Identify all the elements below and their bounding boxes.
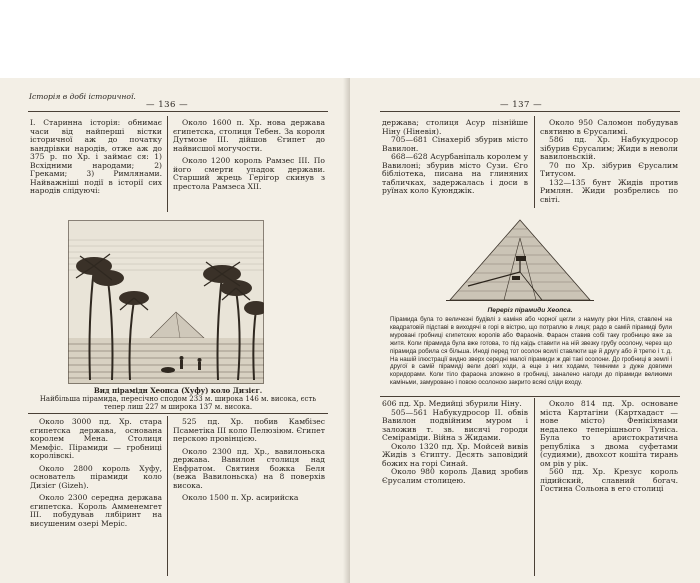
paragraph: 132—135 бунт Жидів против Римлян. Жиди розбрелись по світі.: [540, 177, 678, 204]
paragraph: І. Старинна історія: обнимає часи від найперші вістки історичної аж до початку вандрівки народів, отже аж до 375 р. по Хр. і займає ся: 1) Всхідними народами; 2) Греками; 3) Римлянами. Найважніші події в історії сих народів слідуючі:: [30, 118, 162, 196]
figure-title: Переріз пірамиди Хеопса.: [487, 307, 573, 314]
paragraph: 668—628 Асурбаніпаль королем у Вавилоні; збурив місто Сузи. Єго бібліотека, писана на глиняних табличках, задержалась і доси в руїнах коло Куюнджік.: [382, 152, 528, 196]
paragraph: Около 2300 середна держава єгипетска. Король Амменемгет III. побудував лябіринт на висушеним озері Меріс.: [30, 493, 162, 529]
paragraph: 525 пд. Хр. побив Камбізес Псаметіка III коло Пелюзіюм. Єгипет перскою провінцією.: [173, 417, 325, 444]
paragraph: 560 пд. Хр. Крезус король лідийский, славний богач. Гостина Сольона в его столиці: [540, 467, 678, 494]
paragraph: Около 950 Саломон побудував святиню в Єрусалимі.: [540, 118, 678, 136]
note-rule: [380, 396, 680, 397]
illustration-title: Вид пірамідн Хеопса (Хуфу) коло Дизієг.: [93, 386, 263, 395]
column-divider: [167, 116, 168, 212]
header-rule: [380, 111, 680, 112]
left-col-b-bottom: [173, 418, 325, 503]
paragraph: Около 1500 п. Хр. асирийска: [182, 493, 299, 503]
right-col-a-bottom: [382, 400, 528, 485]
paragraph: Около 1200 король Рамзес III. По його смерти упадок держави. Старший жрець Герігор скинув з престола Рамзеса XII.: [173, 156, 325, 191]
left-col-a-bottom: [30, 418, 162, 529]
paragraph: 586 пд. Хр. Набукудросор зібурив Єрусалим; Жиди в неволи вавилоньскій.: [540, 135, 678, 162]
paragraph: 606 пд. Хр. Медийці збурили Ніну.: [382, 399, 522, 408]
left-page: [0, 78, 350, 583]
page-number-right: — 137 —: [500, 100, 543, 110]
paragraph: 70 по Хр. зібурив Єрусалим Титусом.: [540, 160, 678, 179]
column-divider: [534, 116, 535, 208]
book-spread: [0, 78, 700, 583]
pyramid-engraving: [68, 220, 264, 384]
left-col-b-top: [173, 119, 325, 191]
paragraph: Около 1600 п. Хр. нова держава єгипетска, столиця Тебен. За короля Дутмозе III. дійшов Єгипет до найвисшої могучости.: [173, 118, 325, 153]
column-divider: [167, 416, 168, 576]
right-col-b-bottom: [540, 400, 678, 494]
paragraph: Около 2300 пд. Хр., вавилоньска держава. Вавилон столиця над Евфратом. Святиня божка Беля (вежа Вавилоньска) на 8 поверхів висока.: [173, 446, 325, 490]
header-rule: [28, 111, 328, 112]
pyramid-cross-section: [446, 216, 594, 302]
paragraph: Около 2800 король Хуфу, основатель пірамиди коло Дизієг (Gizeh).: [30, 463, 162, 490]
right-page: [350, 78, 700, 583]
illustration-note: Найбільша пірамида, пересічно сподом 233 м. широка 146 м. висока, єсть тепер лиш 227 м широка 137 м. висока.: [39, 395, 317, 411]
paragraph: Около 1320 пд. Хр. Мойсей вивів Жидів з Єгипту. Десять заповідий божих на горі Синай.: [382, 441, 528, 468]
paragraph: 705—681 Сінахеріб збурив місто Вавилон.: [382, 135, 528, 153]
illustration-caption: [30, 387, 326, 411]
paragraph: Около 3000 пд. Хр. стара єгипетска держава, основана королем Мена. Столиця Мемфіс. Пірамиди — гробниці королівскі.: [30, 417, 162, 461]
right-col-a-top: [382, 119, 528, 196]
caption-rule: [28, 413, 328, 414]
right-col-b-top: [540, 119, 678, 204]
paragraph: 505—561 Набукудросор II. обвів Вавилон подвійним муром і заложив т. зв. висячі городи Семіраміди. Війна з Жидами.: [382, 407, 528, 443]
left-col-a-top: [30, 119, 162, 196]
running-head: Історія в добі історичної.: [29, 92, 136, 101]
paragraph: держава; столиця Асур пізнійше Ніну (Ніневія).: [382, 118, 528, 136]
figure-note: Пірамида була то величезні будівлі з каміня або чорної цегли з намулу ріки Ніля, ставлені на квадратовій підставі в виходячі в горі в вістрю, що потраплю в лиця; радо в самій пірамиді були муровані гробниці єгипетских королів або Фараонів. Фараон ставив собі таку гробницю вже за житя. Коли пірамида була вже готова, то під каідь ставити на ній звезку грубу осолону, через що пірамида робила ся більша. Иноді перед тот осолон всилі ставлюти ще й другу або й третю і т. д. На нашій ілюстрації видно зверх середні малої пірамиди ж дві такі осолони. До гробниці в землі і другої в самій пірамиді вели довгі ходи, а еще з них ходами, темними з дуже довгими коридорами. Коли тіло фараона зложено в гробниці, заналено нагоди до пірамиди великими каміньми, замуровано і повою осолоною закрито всякі сліди входу.: [390, 316, 672, 387]
page-number-left: — 136 —: [146, 100, 189, 110]
paragraph: Около 814 пд. Хр. основане міста Картагіни (Картхадаст — нове місто) Фенікіянами недалеко теперішнього Туніса. Була то аристократична републіка з двома суфетами (судиями), двохсот кошіта тирань ом рів у рік.: [540, 399, 678, 468]
column-divider: [534, 398, 535, 576]
paragraph: Около 980 король Давид зробив Єрусалим столицею.: [382, 467, 528, 485]
